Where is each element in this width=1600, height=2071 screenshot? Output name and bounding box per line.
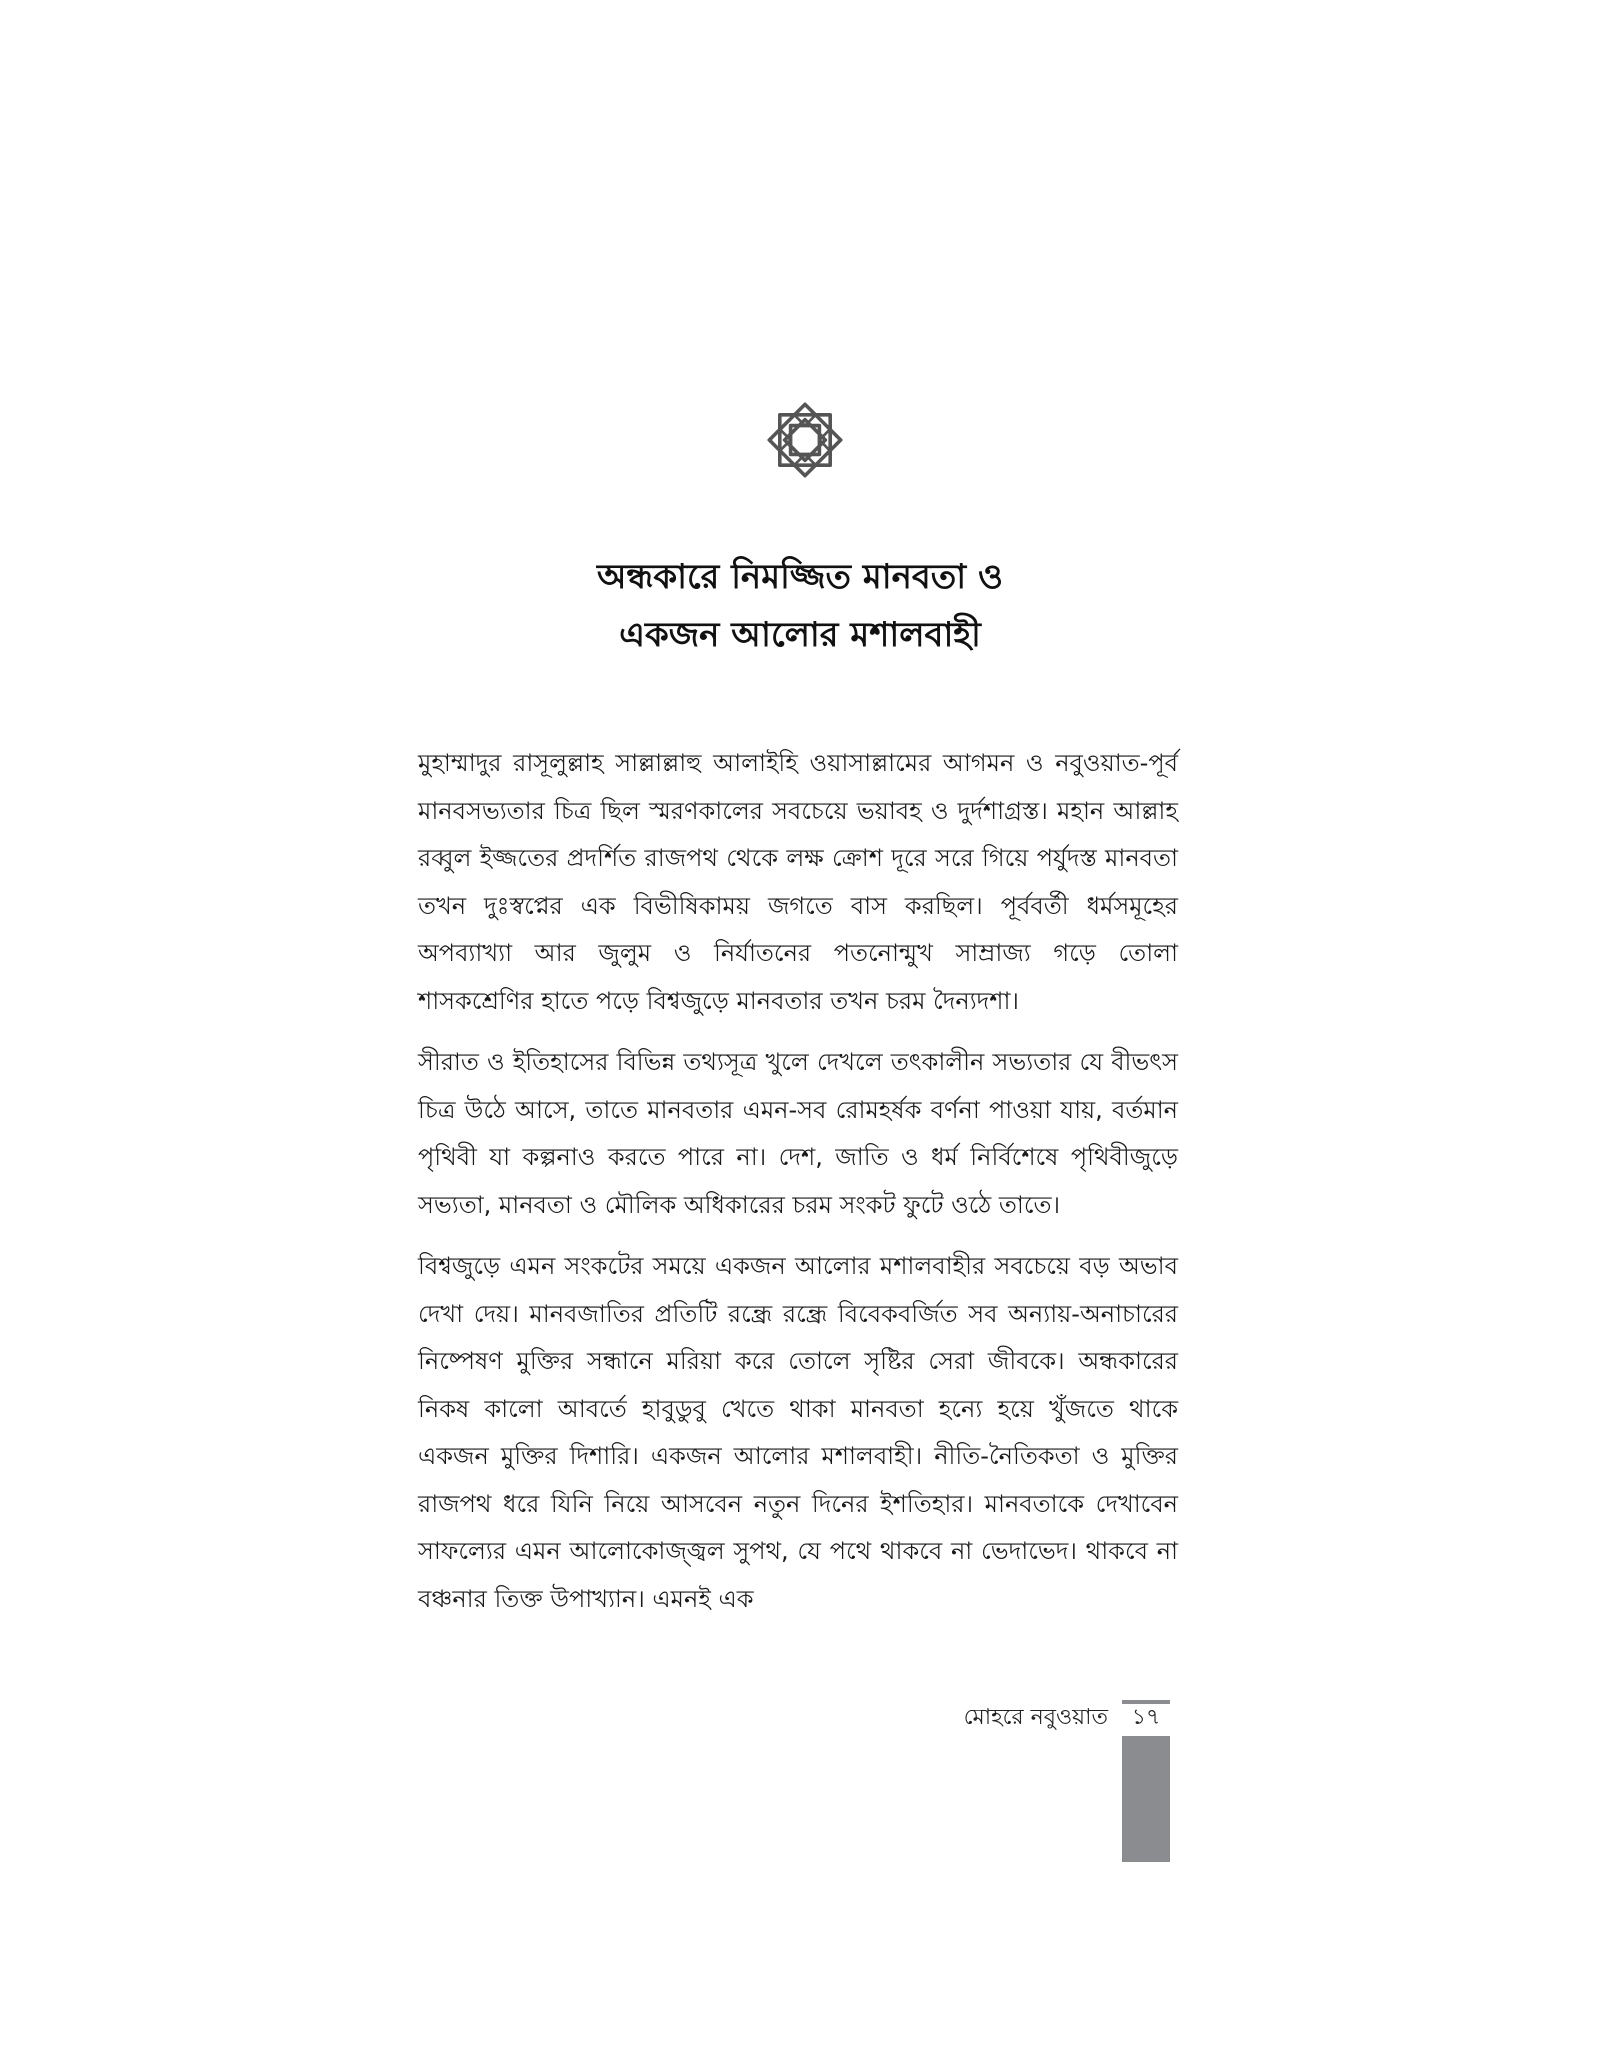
chapter-body — [418, 740, 1178, 1637]
chapter-ornament-icon — [760, 395, 850, 485]
paragraph: বিশ্বজুড়ে এমন সংকটের সময়ে একজন আলোর মশালবাহীর সবচেয়ে বড় অভাব দেখা দেয়। মানবজাতির প্রতিটি রন্ধ্রে রন্ধ্রে বিবেকবর্জিত সব অন্যায়-অনাচারের নিষ্পেষণ মুক্তির সন্ধানে মরিয়া করে তোলে সৃষ্টির সেরা জীবকে। অন্ধকারের নিকষ কালো আবর্তে হাবুডুবু খেতে থাকা মানবতা হন্যে হয়ে খুঁজতে থাকে একজন মুক্তির দিশারি। একজন আলোর মশালবাহী। নীতি-নৈতিকতা ও মুক্তির রাজপথ ধরে যিনি নিয়ে আসবেন নতুন দিনের ইশতিহার। মানবতাকে দেখাবেন সাফল্যের এমন আলোকোজ্জ্বল সুপথ, যে পথে থাকবে না ভেদাভেদ। থাকবে না বঞ্চনার তিক্ত উপাখ্যান। এমনই এক — [418, 1252, 1178, 1613]
page-number: ১৭ — [1131, 1705, 1161, 1730]
paragraph: সীরাত ও ইতিহাসের বিভিন্ন তথ্যসূত্র খুলে দেখলে তৎকালীন সভ্যতার যে বীভৎস চিত্র উঠে আসে, তাতে মানবতার এমন-সব রোমহর্ষক বর্ণনা পাওয়া যায়, বর্তমান পৃথিবী যা কল্পনাও করতে পারে না। দেশ, জাতি ও ধর্ম নির্বিশেষে পৃথিবীজুড়ে সভ্যতা, মানবতা ও মৌলিক অধিকারের চরম সংকট ফুটে ওঠে তাতে। — [418, 1048, 1178, 1219]
chapter-title-line-1: অন্ধকারে নিমজ্জিত মানবতা ও — [596, 557, 1004, 597]
page-tab-bar — [1122, 1736, 1170, 1862]
page-footer — [963, 1700, 1170, 1860]
chapter-title — [400, 548, 1200, 664]
chapter-title-line-2: একজন আলোর মশালবাহী — [619, 615, 981, 655]
paragraph: মুহাম্মাদুর রাসূলুল্লাহ সাল্লাল্লাহু আলাইহি ওয়াসাল্লামের আগমন ও নবুওয়াত-পূর্ব মানবসভ্যতার চিত্র ছিল স্মরণকালের সবচেয়ে ভয়াবহ ও দুর্দশাগ্রস্ত। মহান আল্লাহ রব্বুল ইজ্জতের প্রদর্শিত রাজপথ থেকে লক্ষ ক্রোশ দূরে সরে গিয়ে পর্যুদস্ত মানবতা তখন দুঃস্বপ্নের এক বিভীষিকাময় জগতে বাস করছিল। পূর্ববর্তী ধর্মসমূহের অপব্যাখ্যা আর জুলুম ও নির্যাতনের পতনোন্মুখ সাম্রাজ্য গড়ে তোলা শাসকশ্রেণির হাতে পড়ে বিশ্বজুড়ে মানবতার তখন চরম দৈন্যদশা। — [418, 749, 1178, 1015]
running-title: মোহরে নবুওয়াত — [963, 1705, 1108, 1730]
